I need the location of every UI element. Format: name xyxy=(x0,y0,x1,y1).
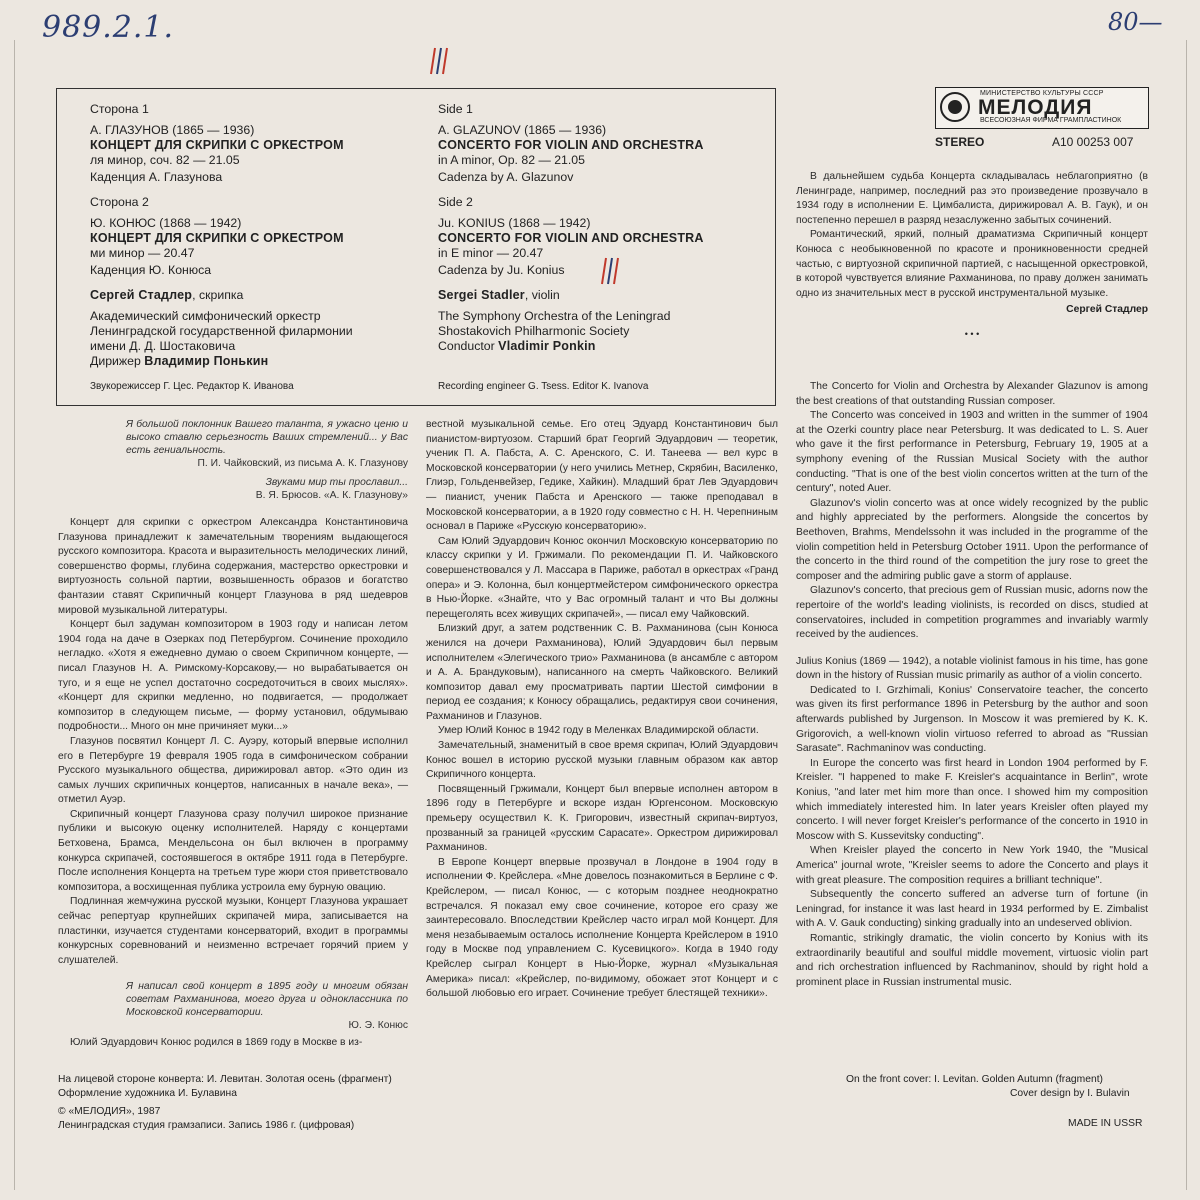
mid-ru-para2: Сам Юлий Эдуардович Конюс окончил Московскую консерваторию по классу скрипки у И. Гржимали. По рекомендации П. И. Чайковского совершенствовался у Л. Массара в Париже, работал в оркестрах «Гранд опера» и Э. Колонна, был концертмейстером симфонического оркестра в Нью-Йорке. «Знайте, что у Вас огромный талант и что Вы должны перещеголять всех живущих скрипачей», — писал ему Чайковский. xyxy=(426,535,778,620)
mid-ru-section xyxy=(426,418,778,1002)
key1-en: in A minor, Op. 82 — 21.05 xyxy=(438,153,585,167)
epigraph2-source: В. Я. Брюсов. «А. К. Глазунову» xyxy=(255,490,408,501)
left-ru-para4: Скрипичный концерт Глазунова сразу получил широкое признание публики и высокую оценку исполнителей. Наряду с концертами Бетховена, Брамса, Мендельсона он был включен в программу конкурса скрипачей, состоявшегося в октябре 1911 года в Петербурге. После исполнения Концерта на третьем туре жюри стоя приветствовало композитора, а восхищенная публика устроила ему бурную овацию. xyxy=(58,808,408,893)
catalog-number: А10 00253 007 xyxy=(1052,135,1134,149)
mid-ru-para7: В Европе Концерт впервые прозвучал в Лондоне в 1904 году в исполнении Ф. Крейслера. «Мне довелось познакомиться в Берлине с Ф. Крейслером, — писал Конюс, — с которым позднее неоднократно встречался. Я показал ему свое сочинение, которое его сразу же заинтересовало. Впоследствии Крейслер часто играл мой Концерт. Для меня незабываемым осталось исполнение Концерта Крейслером в 1910 году в Москве под управлением С. Кусевицкого». Когда в 1940 году Крейслер сыграл Концерт в Нью-Йорке, журнал «Музыкальная Америка» писал: «Крейслер, по-видимому, обожает этот Концерт и с большой любовью его играет. Сочинение требует блестящей техники». xyxy=(426,856,778,1000)
konius-quote: Я написал свой концерт в 1895 году и многим обязан советам Рахманинова, моего друга и одноклассника по Московской консерватории. xyxy=(126,981,408,1019)
left-ru-section xyxy=(58,418,408,1051)
section-separator-dots: • • • xyxy=(964,329,980,340)
left-edge-line xyxy=(14,40,15,1190)
soloist-role-en: , violin xyxy=(524,288,560,302)
stereo-label: STEREO xyxy=(935,135,985,149)
right-en-para8: When Kreisler played the concerto in New York 1940, the "Musical America" journal wrote, "Kreisler seems to adore the Concerto and plays it with great pleasure. The composition requires a brilliant technique". xyxy=(796,845,1148,886)
side1-label-en: Side 1 xyxy=(438,102,473,116)
cadenza2-en: Cadenza by Ju. Konius xyxy=(438,263,565,277)
left-ru-para1: Концерт для скрипки с оркестром Александра Константиновича Глазунова принадлежит к замечательным творениям выдающегося русского композитора. Красота и выразительность мелодических линий, совершенство формы, глубина содержания, мастерство оркестровки и виртуозность сольной партии, возвышенность образов и богатство фантазии ставят Скрипичный концерт Глазунова в ряд шедевров мировой музыкальной литературы. xyxy=(58,517,408,616)
konius-quote-source: Ю. Э. Конюс xyxy=(348,1020,408,1032)
footer-copyright: © «МЕЛОДИЯ», 1987 xyxy=(58,1106,161,1117)
side2-label-ru: Сторона 2 xyxy=(90,195,149,209)
side2-label-en: Side 2 xyxy=(438,195,473,209)
mid-ru-para1: вестной музыкальной семье. Его отец Эдуард Константинович был пианистом-виртуозом. Старший брат Георгий Эдуардович — теоретик, ученик П. А. Пабста, А. С. Аренского, С. И. Танеева — вел курс в Московской консерватории (у него учились Метнер, Скрябин, Василенко, Глиэр, Гольденвейзер, Гедике, Хайкин). Младший брат Лев Эдуардович — пианист, ученик Пабста и Аренского — также преподавал в Московской консерватории, а в 1920 году совместно с Н. Н. Черепниным основал в Париже «Русскую консерваторию». xyxy=(426,419,778,533)
composer2-en: Ju. KONIUS (1868 — 1942) xyxy=(438,216,591,230)
composer1-ru: А. ГЛАЗУНОВ (1865 — 1936) xyxy=(90,123,255,137)
work2-en: CONCERTO FOR VIOLIN AND ORCHESTRA xyxy=(438,231,704,245)
footer-cover-en: On the front cover: I. Levitan. Golden Autumn (fragment) xyxy=(846,1074,1103,1085)
logo-brand: МЕЛОДИЯ xyxy=(978,96,1093,119)
conductor-en xyxy=(438,339,768,354)
epigraph1-text: Я большой поклонник Вашего таланта, я ужасно ценю и высоко ставлю серьезность Ваших стремлений... у Вас есть гениальность. xyxy=(126,419,408,456)
right-en-para9: Subsequently the concerto suffered an adverse turn of fortune (in Leningrad, for instance it was last heard in 1934 performed by E. Zimbalist with A. V. Gauk conducting) sinking gradually into an undeserved oblivion. xyxy=(796,889,1148,930)
right-en-para3: Glazunov's violin concerto was at once widely recognized by the public and highly appreciated by the performers. Alongside the concertos by Beethoven, Brahms, Mendelssohn it was included in the programme of the violin competition held in Petersburg October 1911. Upon the performance of the concerto in the third round of the competition the jury rose to greet the composer and the admiring public gave a storm of applause. xyxy=(796,497,1148,582)
right-en-section xyxy=(796,380,1148,990)
right-ru-para2: Романтический, яркий, полный драматизма Скрипичный концерт Конюса с необыкновенной по красоте и проникновенности средней частью, с виртуозной скрипичной партией, с насыщенной оркестровкой, в которой чувствуется влияние Рахманинова, по праву должен занимать одно из значительных мест в русской инструментальной музыке. xyxy=(796,229,1148,299)
left-ru-para5: Подлинная жемчужина русской музыки, Концерт Глазунова украшает сейчас репертуар крупнейших скрипачей мира, записывается на пластинки, изучается студентами консерваторий, входит в программы конкурсных соревнований и неизменно встречает горячий прием у слушателей. xyxy=(58,896,408,966)
footer-design-en: Cover design by I. Bulavin xyxy=(1010,1088,1130,1099)
credits-en: Recording engineer G. Tsess. Editor K. Ivanova xyxy=(438,381,649,392)
orchestra-line2-ru: Ленинградской государственной филармонии xyxy=(90,324,353,338)
soloist-role-ru: , скрипка xyxy=(192,288,244,302)
conductor-name-ru: Владимир Понькин xyxy=(144,354,269,368)
left-ru-para2: Концерт был задуман композитором в 1903 году и написан летом 1904 года на даче в Озерках под Петербургом. Сочинение проходило негладко. «Хотя я ежедневно думаю о своем Скрипичном концерте, — писал Глазунов Н. А. Римскому-Корсакову,— но вырабатывается он туго, и я еще не успел достаточно сосредоточиться в своих мыслях». «Концерт для скрипки медленно, но подвигается, — продолжает композитор в следующем письме, — форму установил, обдумываю подробности... Много он мне причиняет муки...» xyxy=(58,619,408,733)
conductor-name-en: Vladimir Ponkin xyxy=(498,339,596,353)
handwritten-catalog-note: 989.2.1. xyxy=(42,10,175,45)
epigraph2-text: Звуками мир ты прославил... xyxy=(265,477,408,488)
conductor-ru xyxy=(90,354,430,369)
mid-ru-para5: Замечательный, знаменитый в свое время скрипач, Юлий Эдуардович Конюс вошел в историю русской музыки главным образом как автор Скрипичного концерта. xyxy=(426,740,778,781)
mid-ru-para3: Близкий друг, а затем родственник С. В. Рахманинова (сын Конюса женился на дочери Рахманинова), Юлий Эдуардович был первым исполнителем «Элегического трио» Рахманинова (в ансамбле с автором и А. А. Брандуковым), написанного на смерть Чайковского. Великий композитор давал ему просматривать партии Шестой симфонии в период ее создания; к Конюсу обращались, редактируя свои сочинения, Рахманинов и Глазунов. xyxy=(426,623,778,722)
mid-ru-para6: Посвященный Гржимали, Концерт был впервые исполнен автором в 1896 году в Петербурге и вскоре издан Юргенсоном. Московскую премьеру осуществил К. К. Григорович, известный скрипач-виртуоз, прозванный за границей «русским Сарасате». Оркестром дирижировал Рахманинов. xyxy=(426,783,778,854)
pen-mark-top xyxy=(428,46,452,76)
footer-cover-ru: На лицевой стороне конверта: И. Левитан. Золотая осень (фрагмент) xyxy=(58,1074,392,1085)
right-edge-line xyxy=(1186,40,1187,1190)
right-ru-section xyxy=(796,170,1148,339)
left-ru-para6: Юлий Эдуардович Конюс родился в 1869 году в Москве в из- xyxy=(70,1037,363,1049)
epigraph1-source: П. И. Чайковский, из письма А. К. Глазунову xyxy=(197,458,408,469)
track-listing-en xyxy=(438,102,768,394)
side1-label-ru: Сторона 1 xyxy=(90,102,149,116)
cadenza1-ru: Каденция А. Глазунова xyxy=(90,170,223,184)
right-en-para1: The Concerto for Violin and Orchestra by Alexander Glazunov is among the best creations of that outstanding Russian composer. xyxy=(796,381,1148,407)
right-en-para10: Romantic, strikingly dramatic, the violin concerto by Konius with its extraordinarily beautiful and soulful middle movement, virtuosic violin part and rich orchestration influenced by Rachmaninov, should by right hold a prominent place in Russian instrumental music. xyxy=(796,932,1148,988)
right-en-para6: Dedicated to I. Grzhimali, Konius' Conservatoire teacher, the concerto was given its first performance 1896 in Petersburg by the author and soon afterwards published by Jurgenson. In Moscow it was premiered by K. K. Grigorovich, a well-known violin virtuoso referred to abroad as "Russian Sarasate". Rachmaninov was conducting. xyxy=(796,684,1148,755)
soloist-name-en: Sergei Stadler xyxy=(438,288,525,302)
soloist-ru xyxy=(90,288,430,303)
right-en-para7: In Europe the concerto was first heard in London 1904 performed by F. Kreisler. "I happened to make F. Kreisler's acquaintance in Berlin", wrote Konius, "and later met him more than once. I showed him my composition which immediately interested him. In later years Kreisler often played my concerto. I will never forget Kreisler's performance of the concerto in 1910 in Moscow with S. Kussevitsky conducting". xyxy=(796,757,1148,842)
conductor-label-ru: Дирижер xyxy=(90,354,145,368)
logo-firm: ВСЕСОЮЗНАЯ ФИРМА ГРАМПЛАСТИНОК xyxy=(980,117,1122,124)
composer2-ru: Ю. КОНЮС (1868 — 1942) xyxy=(90,216,242,230)
right-ru-signature: Сергей Стадлер xyxy=(1066,304,1148,316)
composer1-en: A. GLAZUNOV (1865 — 1936) xyxy=(438,123,607,137)
orchestra-line2-en: Shostakovich Philharmonic Society xyxy=(438,324,630,338)
cadenza1-en: Cadenza by A. Glazunov xyxy=(438,170,574,184)
key2-ru: ми минор — 20.47 xyxy=(90,246,195,260)
melodiya-logo xyxy=(935,87,1149,129)
right-en-para2: The Concerto was conceived in 1903 and written in the summer of 1904 at the Ozerki country place near Petersburg. It was dedicated to L. S. Auer who gave it the first performance in Petersburg, February 19, 1905 at a symphony evening of the Russian Musical Society with the author conducting. "That is one of the best violin concertos written at the turn of the century", noted Auer. xyxy=(796,410,1148,495)
work1-en: CONCERTO FOR VIOLIN AND ORCHESTRA xyxy=(438,138,704,152)
mid-ru-para4: Умер Юлий Конюс в 1942 году в Меленках Владимирской области. xyxy=(438,725,759,737)
work1-ru: КОНЦЕРТ ДЛЯ СКРИПКИ С ОРКЕСТРОМ xyxy=(90,138,344,152)
right-en-para5: Julius Konius (1869 — 1942), a notable violinist famous in his time, has gone down in the history of Russian music primarily as author of a violin concerto. xyxy=(796,655,1148,682)
work2-ru: КОНЦЕРТ ДЛЯ СКРИПКИ С ОРКЕСТРОМ xyxy=(90,231,344,245)
right-en-para4: Glazunov's concerto, that precious gem of Russian music, adorns now the repertoire of the world's leading violinists, is recorded on discs, studied at conservatoires, included in competition programmes and invariably warmly received by the audiences. xyxy=(796,585,1148,641)
orchestra-line1-en: The Symphony Orchestra of the Leningrad xyxy=(438,309,671,323)
footer-made-in: MADE IN USSR xyxy=(1068,1118,1143,1129)
soloist-en xyxy=(438,288,768,303)
soloist-name-ru: Сергей Стадлер xyxy=(90,288,193,302)
key2-en: in E minor — 20.47 xyxy=(438,246,544,260)
melodiya-emblem-icon xyxy=(940,92,970,122)
logo-ministry: МИНИСТЕРСТВО КУЛЬТУРЫ СССР xyxy=(980,90,1104,97)
key1-ru: ля минор, соч. 82 — 21.05 xyxy=(90,153,240,167)
left-ru-para3: Глазунов посвятил Концерт Л. С. Ауэру, который впервые исполнил его в Петербурге 19 февраля 1905 года в симфоническом собрании Русского музыкального общества, дирижировал автор. «Это один из самых лучших скрипичных концертов, написанных в начале века», — отметил Ауэр. xyxy=(58,735,408,806)
credits-ru: Звукорежиссер Г. Цес. Редактор К. Иванова xyxy=(90,381,294,392)
footer-studio: Ленинградская студия грамзаписи. Запись 1986 г. (цифровая) xyxy=(58,1120,355,1131)
orchestra-line3-ru: имени Д. Д. Шостаковича xyxy=(90,339,236,353)
orchestra-line1-ru: Академический симфонический оркестр xyxy=(90,309,321,323)
right-ru-para1: В дальнейшем судьба Концерта складывалась неблагоприятно (в Ленинграде, например, последний раз это произведение прозвучало в 1934 году в исполнении Е. Цимбалиста, дирижировал А. В. Гаук), и он постепенно перешел в разряд незаслуженно забытых сочинений. xyxy=(796,171,1148,226)
footer-design-ru: Оформление художника И. Булавина xyxy=(58,1088,237,1099)
handwritten-price-note: 80— xyxy=(1108,8,1163,36)
track-listing-ru xyxy=(90,102,430,394)
cadenza2-ru: Каденция Ю. Конюса xyxy=(90,263,212,277)
conductor-label-en: Conductor xyxy=(438,339,499,353)
